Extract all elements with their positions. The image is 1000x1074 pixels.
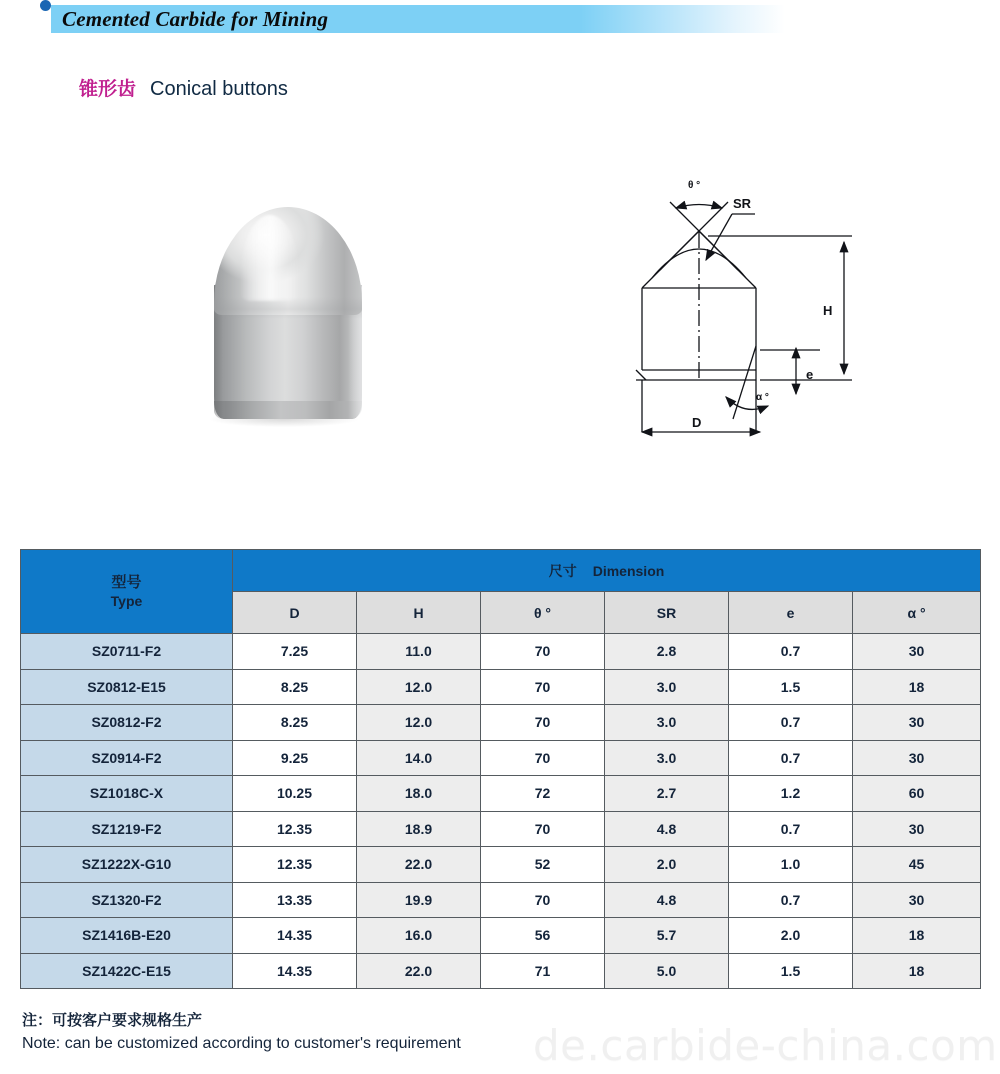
button-seam-shade	[214, 297, 362, 319]
table-row	[21, 882, 981, 918]
subtitle-chinese: 锥形齿	[79, 78, 137, 100]
cell-e: 0.7	[729, 882, 853, 918]
column-header-h: H	[357, 592, 481, 634]
cell-type: SZ1320-F2	[21, 882, 233, 918]
cell-theta: 70	[481, 811, 605, 847]
table-row	[21, 740, 981, 776]
table-header-row-1	[21, 550, 981, 592]
cell-type: SZ1416B-E20	[21, 918, 233, 954]
cell-sr: 3.0	[605, 740, 729, 776]
cell-h: 14.0	[357, 740, 481, 776]
page-title: Cemented Carbide for Mining	[62, 7, 329, 31]
cell-sr: 2.0	[605, 847, 729, 883]
cell-alpha: 18	[853, 953, 981, 989]
cell-e: 0.7	[729, 705, 853, 741]
drawing-chamfer-left	[636, 370, 646, 380]
drawing-label-h: H	[823, 303, 833, 318]
cell-d: 10.25	[233, 776, 357, 812]
cell-h: 16.0	[357, 918, 481, 954]
cell-theta: 70	[481, 634, 605, 670]
cell-d: 7.25	[233, 634, 357, 670]
column-header-theta: θ °	[481, 592, 605, 634]
cell-type: SZ0812-E15	[21, 669, 233, 705]
column-header-d: D	[233, 592, 357, 634]
cell-e: 1.2	[729, 776, 853, 812]
drawing-theta-arc	[676, 205, 722, 209]
cell-sr: 5.0	[605, 953, 729, 989]
cell-h: 12.0	[357, 705, 481, 741]
bullet-dot-icon	[40, 0, 51, 11]
cell-sr: 5.7	[605, 918, 729, 954]
cell-e: 1.5	[729, 953, 853, 989]
cell-h: 22.0	[357, 847, 481, 883]
cell-type: SZ1219-F2	[21, 811, 233, 847]
drawing-label-alpha: α °	[756, 392, 769, 403]
header-dimension-cn: 尺寸	[548, 563, 577, 580]
cell-sr: 2.7	[605, 776, 729, 812]
cell-h: 12.0	[357, 669, 481, 705]
header-type-cn: 型号	[111, 572, 142, 591]
cell-h: 18.0	[357, 776, 481, 812]
cell-d: 8.25	[233, 669, 357, 705]
cell-d: 9.25	[233, 740, 357, 776]
cell-theta: 56	[481, 918, 605, 954]
drawing-label-e: e	[806, 367, 814, 382]
cell-h: 11.0	[357, 634, 481, 670]
table-row	[21, 918, 981, 954]
cell-alpha: 18	[853, 918, 981, 954]
cell-alpha: 60	[853, 776, 981, 812]
technical-drawing	[620, 132, 1000, 462]
cell-alpha: 30	[853, 705, 981, 741]
cell-e: 1.0	[729, 847, 853, 883]
table-body	[21, 634, 981, 989]
cell-alpha: 30	[853, 882, 981, 918]
cell-alpha: 30	[853, 634, 981, 670]
cell-type: SZ1222X-G10	[21, 847, 233, 883]
product-render	[196, 205, 376, 440]
cell-d: 12.35	[233, 847, 357, 883]
cell-d: 14.35	[233, 918, 357, 954]
site-watermark: de.carbide-china.com	[533, 1021, 998, 1070]
cell-e: 0.7	[729, 634, 853, 670]
cell-alpha: 45	[853, 847, 981, 883]
header-dimension	[233, 550, 981, 592]
cell-theta: 70	[481, 740, 605, 776]
cell-type: SZ0914-F2	[21, 740, 233, 776]
cell-sr: 2.8	[605, 634, 729, 670]
cell-sr: 4.8	[605, 811, 729, 847]
header-dimension-en: Dimension	[592, 562, 665, 579]
drawing-label-d: D	[692, 415, 702, 430]
drawing-label-sr: SR	[733, 196, 752, 211]
cell-sr: 4.8	[605, 882, 729, 918]
cell-sr: 3.0	[605, 669, 729, 705]
column-header-sr: SR	[605, 592, 729, 634]
cell-h: 18.9	[357, 811, 481, 847]
cell-theta: 70	[481, 705, 605, 741]
cell-alpha: 30	[853, 811, 981, 847]
table-row	[21, 953, 981, 989]
cell-e: 2.0	[729, 918, 853, 954]
cell-theta: 70	[481, 669, 605, 705]
table-row	[21, 776, 981, 812]
section-subtitle	[79, 74, 288, 101]
cell-d: 12.35	[233, 811, 357, 847]
cell-theta: 70	[481, 882, 605, 918]
cell-theta: 52	[481, 847, 605, 883]
cell-d: 13.35	[233, 882, 357, 918]
cell-type: SZ0711-F2	[21, 634, 233, 670]
header-type-en: Type	[110, 593, 143, 610]
cell-sr: 3.0	[605, 705, 729, 741]
subtitle-english: Conical buttons	[150, 78, 288, 100]
table-row	[21, 811, 981, 847]
cell-type: SZ1422C-E15	[21, 953, 233, 989]
table-row	[21, 847, 981, 883]
cell-d: 8.25	[233, 705, 357, 741]
cell-alpha: 30	[853, 740, 981, 776]
cell-e: 0.7	[729, 740, 853, 776]
footer-note-en: Note: can be customized according to customer's requirement	[22, 1034, 461, 1052]
cell-theta: 72	[481, 776, 605, 812]
cell-d: 14.35	[233, 953, 357, 989]
footer-note-cn: 注：可按客户要求规格生产	[22, 1011, 203, 1029]
column-header-e: e	[729, 592, 853, 634]
table-row	[21, 634, 981, 670]
table-row	[21, 669, 981, 705]
table-row	[21, 705, 981, 741]
cell-h: 22.0	[357, 953, 481, 989]
specification-table	[20, 549, 981, 989]
drawing-label-theta: θ °	[688, 180, 701, 191]
footer-note	[22, 1010, 461, 1055]
cell-type: SZ1018C-X	[21, 776, 233, 812]
cell-theta: 71	[481, 953, 605, 989]
cell-e: 1.5	[729, 669, 853, 705]
button-base	[214, 401, 362, 419]
cell-e: 0.7	[729, 811, 853, 847]
column-header-alpha: α °	[853, 592, 981, 634]
cell-type: SZ0812-F2	[21, 705, 233, 741]
header-type	[21, 550, 233, 634]
cell-h: 19.9	[357, 882, 481, 918]
cell-alpha: 18	[853, 669, 981, 705]
